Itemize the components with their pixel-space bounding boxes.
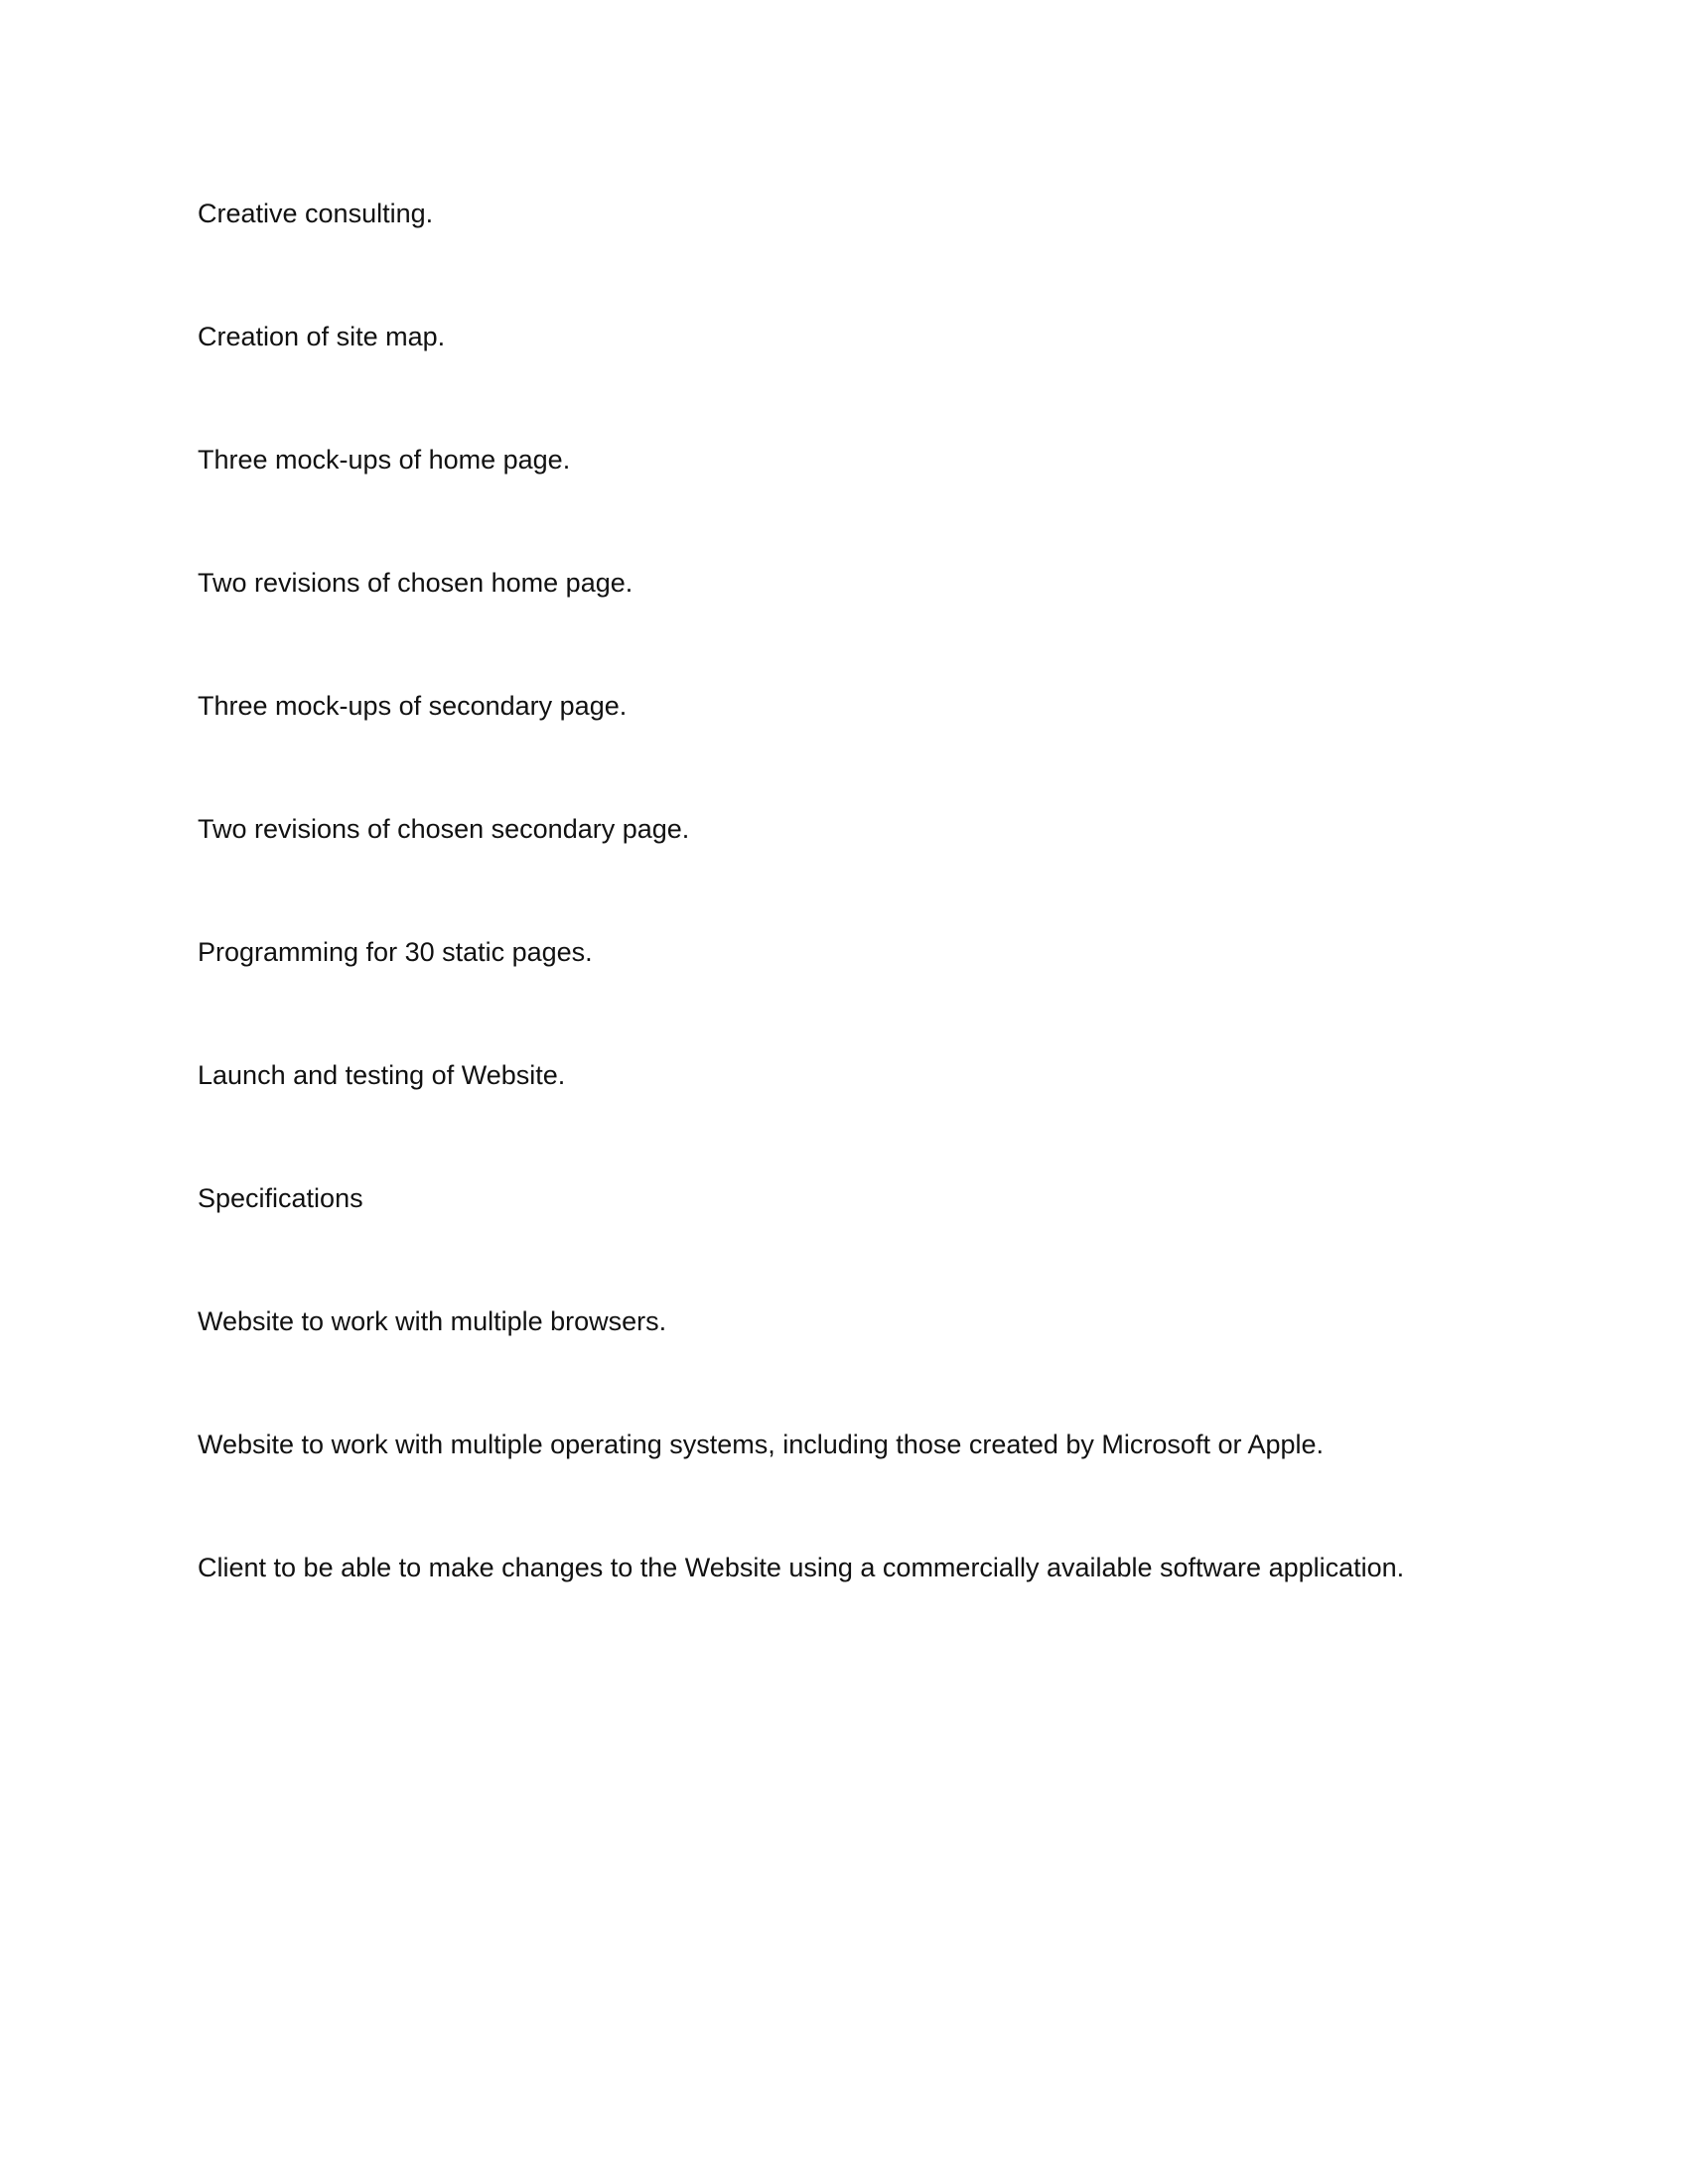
deliverable-secondary-mockups: Three mock-ups of secondary page. (198, 691, 628, 721)
deliverable-launch-testing: Launch and testing of Website. (198, 1060, 566, 1090)
deliverable-programming: Programming for 30 static pages. (198, 937, 593, 967)
deliverable-secondary-revisions: Two revisions of chosen secondary page. (198, 814, 690, 844)
spec-multiple-operating-systems: Website to work with multiple operating systems, including those created by Microsoft or Apple. (198, 1430, 1325, 1459)
document-body (198, 195, 1518, 1672)
deliverable-home-mockups: Three mock-ups of home page. (198, 445, 571, 475)
deliverable-creative-consulting: Creative consulting. (198, 199, 434, 228)
section-heading-specifications: Specifications (198, 1183, 363, 1213)
deliverable-site-map: Creation of site map. (198, 322, 446, 351)
spec-multiple-browsers: Website to work with multiple browsers. (198, 1306, 667, 1336)
spec-client-changes: Client to be able to make changes to the Website using a commercially available software application. (198, 1553, 1405, 1582)
deliverable-home-revisions: Two revisions of chosen home page. (198, 568, 633, 598)
